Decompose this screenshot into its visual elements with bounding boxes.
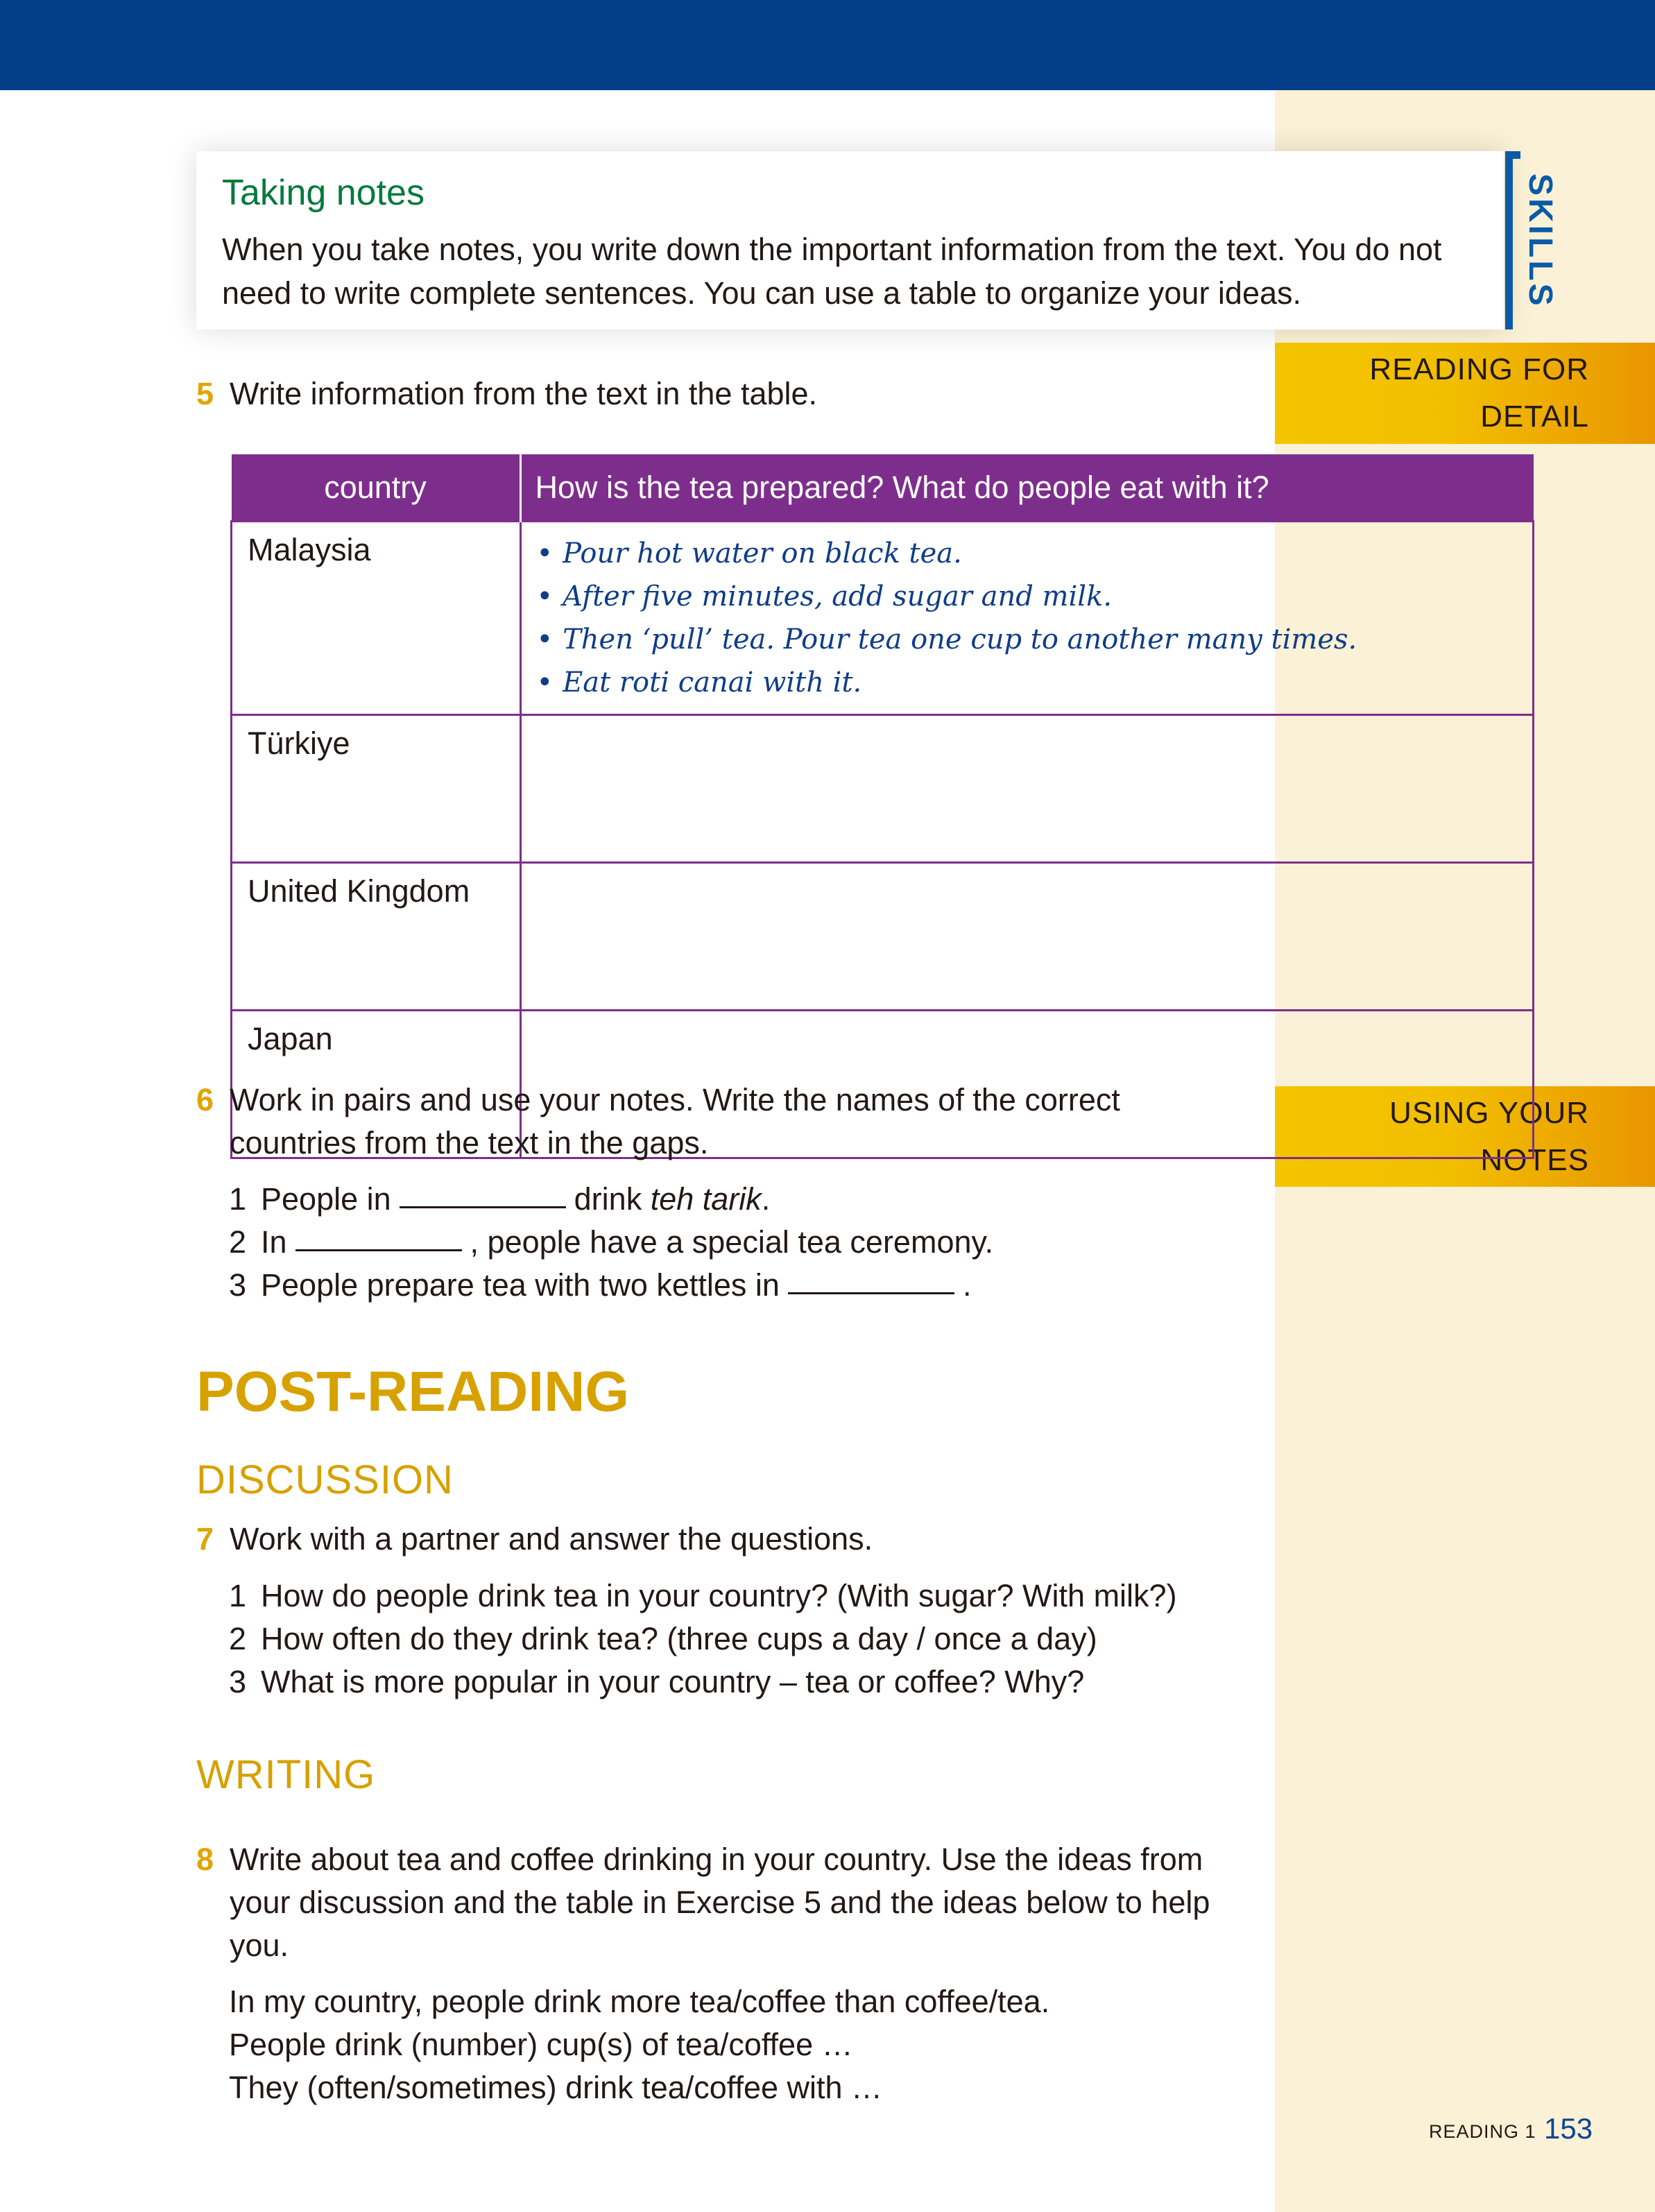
item-text: In	[261, 1224, 287, 1260]
item-number: 2	[229, 1224, 247, 1260]
post-reading-heading: POST-READING	[196, 1360, 630, 1423]
tab-reading-for-detail	[1275, 343, 1655, 444]
item-italic: teh tarik	[650, 1181, 762, 1217]
exercise-instruction: Write information from the text in the table.	[230, 376, 818, 411]
item-number: 2	[229, 1621, 247, 1656]
blank-gap[interactable]	[788, 1292, 954, 1294]
exercise-7	[196, 1518, 873, 1561]
item-text: .	[761, 1181, 771, 1217]
footer-section: READING 1	[1429, 2121, 1536, 2142]
page-number: 153	[1544, 2112, 1593, 2145]
prompt-line: They (often/sometimes) drink tea/coffee with …	[229, 2070, 883, 2105]
exercise-number: 5	[196, 376, 214, 411]
skills-box	[196, 151, 1504, 329]
question-item	[229, 1618, 1177, 1661]
tab-line: USING YOUR	[1389, 1096, 1589, 1130]
notes-cell[interactable]	[520, 863, 1534, 1011]
table-row	[232, 522, 1534, 715]
skills-bracket-top	[1505, 151, 1520, 159]
gap-item	[229, 1178, 993, 1221]
exercise-instruction: Work with a partner and answer the questions.	[230, 1521, 873, 1557]
country-cell: Türkiye	[232, 715, 521, 863]
tab-line: DETAIL	[1480, 400, 1589, 434]
blank-gap[interactable]	[400, 1206, 566, 1208]
notes-table	[230, 454, 1534, 1159]
notes-cell[interactable]	[520, 715, 1534, 863]
column-header-notes: How is the tea prepared? What do people eat with it?	[520, 454, 1534, 522]
item-text: , people have a special tea ceremony.	[470, 1224, 994, 1260]
skills-bracket	[1505, 151, 1513, 329]
prompt-line: In my country, people drink more tea/coffee than coffee/tea.	[229, 1984, 1050, 2019]
table-header-row	[232, 454, 1534, 522]
skills-label-text: SKILLS	[1522, 173, 1559, 309]
question-item	[229, 1661, 1177, 1704]
item-number: 1	[229, 1181, 247, 1217]
item-text: What is more popular in your country – tea or coffee? Why?	[261, 1664, 1085, 1699]
blank-gap[interactable]	[295, 1249, 462, 1251]
tab-line: NOTES	[1480, 1143, 1589, 1177]
gap-item	[229, 1264, 993, 1307]
note-bullet: • Eat roti canai with it.	[537, 661, 862, 704]
item-number: 3	[229, 1267, 247, 1303]
exercise-6-items	[229, 1178, 993, 1307]
country-cell: Japan	[232, 1011, 521, 1158]
country-cell: Malaysia	[232, 522, 521, 715]
skills-body: When you take notes, you write down the important information from the text. You do not need to write complete sentences. You can use a table to organize your ideas.	[222, 232, 1442, 311]
top-banner	[0, 0, 1655, 90]
note-bullet: • Pour hot water on black tea.	[537, 532, 962, 575]
exercise-number: 8	[196, 1842, 214, 1877]
table-row	[232, 863, 1534, 1011]
gap-item	[229, 1221, 993, 1264]
skills-title: Taking notes	[222, 173, 425, 213]
exercise-number: 7	[196, 1521, 214, 1557]
notes-cell[interactable]	[520, 522, 1534, 715]
item-number: 3	[229, 1664, 247, 1699]
exercise-6	[196, 1079, 1237, 1165]
item-text: .	[962, 1267, 972, 1303]
handwritten-notes	[537, 532, 1518, 704]
country-cell: United Kingdom	[232, 863, 521, 1011]
exercise-7-items	[229, 1575, 1177, 1704]
tab-line: READING FOR	[1369, 352, 1589, 386]
writing-heading: WRITING	[196, 1752, 376, 1797]
exercise-number: 6	[196, 1082, 214, 1117]
column-header-country: country	[232, 454, 521, 522]
item-text: How often do they drink tea? (three cups a day / once a day)	[261, 1621, 1097, 1656]
item-text: How do people drink tea in your country? (With sugar? With milk?)	[261, 1578, 1177, 1613]
note-bullet: • After five minutes, add sugar and milk.	[537, 575, 1113, 618]
item-number: 1	[229, 1578, 247, 1613]
question-item	[229, 1575, 1177, 1618]
skills-label	[1521, 173, 1570, 312]
exercise-instruction: Write about tea and coffee drinking in your country. Use the ideas from your discussion and the table in Exercise 5 and the ideas below to help you.	[230, 1842, 1210, 1963]
writing-prompts	[229, 1980, 1049, 2109]
item-text: drink	[574, 1181, 642, 1217]
item-text: People in	[261, 1181, 391, 1217]
exercise-instruction: Work in pairs and use your notes. Write the names of the correct countries from the text in the gaps.	[230, 1082, 1120, 1160]
note-bullet: • Then ‘pull’ tea. Pour tea one cup to another many times.	[537, 618, 1357, 661]
prompt-line: People drink (number) cup(s) of tea/coffee …	[229, 2027, 853, 2062]
exercise-5	[196, 372, 817, 415]
discussion-heading: DISCUSSION	[196, 1457, 454, 1502]
table-row	[232, 715, 1534, 863]
exercise-8	[196, 1838, 1251, 1967]
item-text: People prepare tea with two kettles in	[261, 1267, 780, 1303]
